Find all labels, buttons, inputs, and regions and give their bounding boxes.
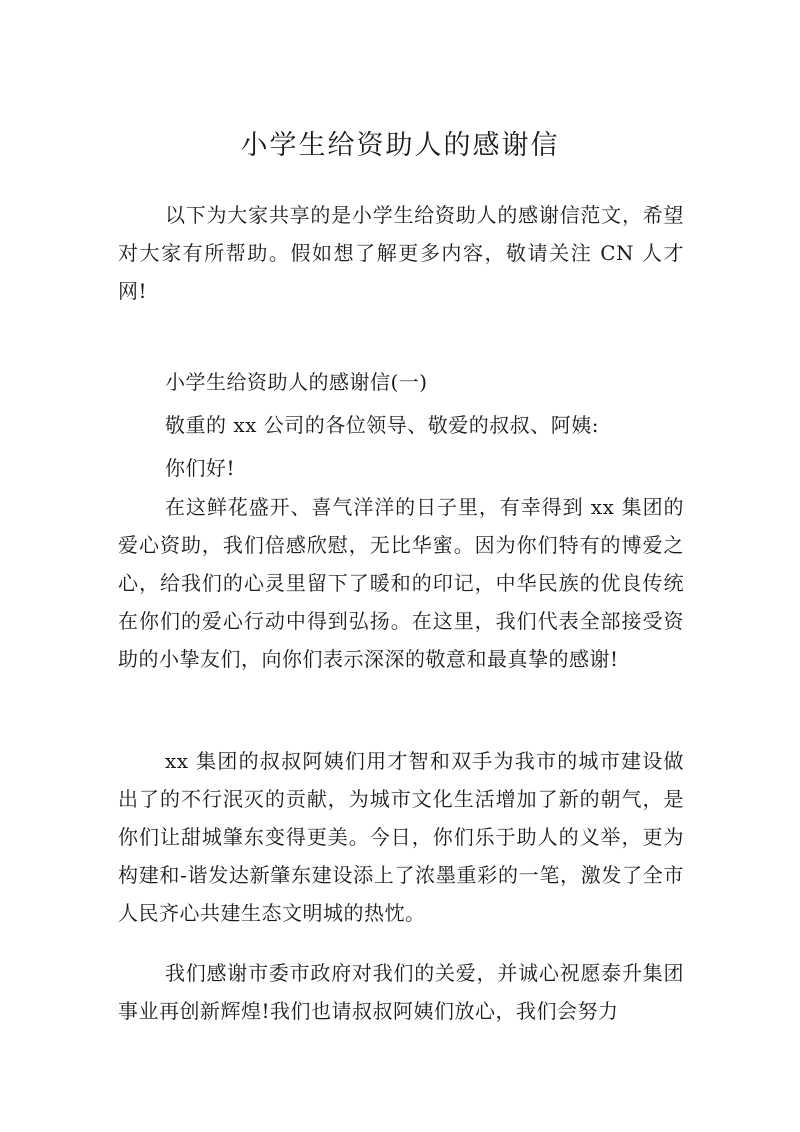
letter-greeting: 你们好! [165, 456, 236, 480]
letter-subtitle: 小学生给资助人的感谢信(一) [165, 370, 428, 394]
letter-salutation: 敬重的 xx 公司的各位领导、敬爱的叔叔、阿姨: [165, 413, 600, 437]
body-paragraph: 我们感谢市委市政府对我们的关爱，并诚心祝愿泰升集团事业再创新辉煌!我们也请叔叔阿姨们放心，我们会努力 [118, 961, 684, 1023]
body-paragraph: xx 集团的叔叔阿姨们用才智和双手为我市的城市建设做出了的不行泯灭的贡献，为城市文化生活增加了新的朝气，是你们让甜城肇东变得更美。今日，你们乐于助人的义举，更为构建和-谐发达新肇东建设添上了浓墨重彩的一笔，激发了全市人民齐心共建生态文明城的热忱。 [118, 749, 684, 925]
intro-paragraph: 以下为大家共享的是小学生给资助人的感谢信范文，希望对大家有所帮助。假如想了解更多内容，敬请关注 CN 人才网! [118, 203, 684, 303]
body-paragraph: 在这鲜花盛开、喜气洋洋的日子里，有幸得到 xx 集团的爱心资助，我们倍感欣慰，无比华蜜。因为你们特有的博爱之心，给我们的心灵里留下了暖和的印记，中华民族的优良传统在你们的爱心行动中得到弘扬。在这里，我们代表全部接受资助的小挚友们，向你们表示深深的敬意和最真挚的感谢! [118, 495, 684, 671]
document-title: 小学生给资助人的感谢信 [240, 130, 560, 161]
